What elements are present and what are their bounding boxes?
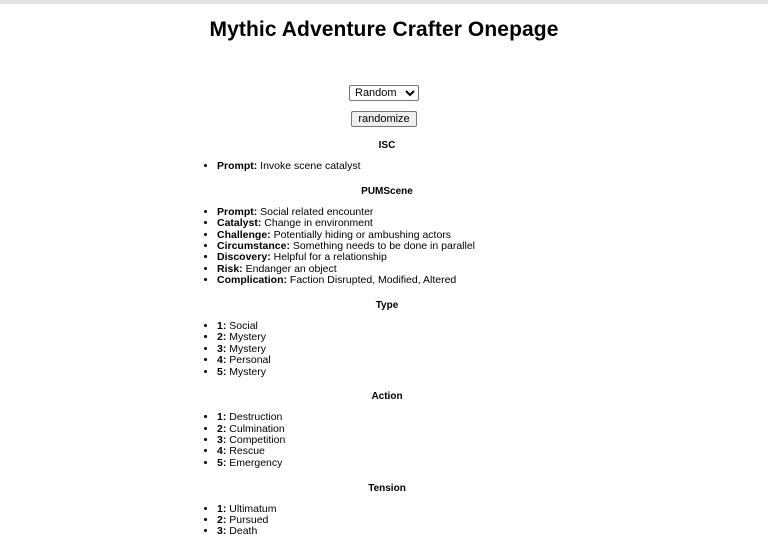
list-item xyxy=(217,446,574,457)
entry-key: Complication: xyxy=(217,274,287,287)
entry-value: Social xyxy=(229,319,258,332)
entry-value: Pursued xyxy=(229,514,269,527)
list-item xyxy=(217,230,574,241)
entry-value: Competition xyxy=(229,434,286,447)
list-item xyxy=(217,367,574,378)
entry-value: Mystery xyxy=(229,331,267,344)
entry-value: Mystery xyxy=(229,342,267,355)
entry-value: Death xyxy=(229,525,258,537)
entry-key: 2: xyxy=(217,514,227,527)
mode-select[interactable] xyxy=(349,85,419,101)
entry-key: Challenge: xyxy=(217,228,271,241)
section-heading-action: Action xyxy=(371,391,403,403)
entry-value: Rescue xyxy=(229,445,265,458)
entry-list-type xyxy=(200,321,574,377)
page-body xyxy=(0,4,768,537)
randomize-button-container xyxy=(0,109,768,127)
list-item xyxy=(217,515,574,526)
entry-key: 2: xyxy=(217,331,227,344)
entry-key: Risk: xyxy=(217,262,243,275)
entry-value: Change in environment xyxy=(264,217,373,230)
list-item xyxy=(217,344,574,355)
list-item xyxy=(217,264,574,275)
entry-value: Personal xyxy=(229,354,271,367)
entry-value: Destruction xyxy=(229,411,283,424)
list-item xyxy=(217,458,574,469)
generated-content xyxy=(194,140,574,537)
entry-key: 3: xyxy=(217,525,227,537)
list-item xyxy=(217,412,574,423)
entry-list-isc xyxy=(200,161,574,172)
entry-value: Culmination xyxy=(229,422,285,435)
entry-key: 1: xyxy=(217,411,227,424)
entry-value: Invoke scene catalyst xyxy=(260,160,361,172)
list-item xyxy=(217,218,574,229)
entry-list-tension xyxy=(200,504,574,537)
entry-list-action xyxy=(200,412,574,468)
list-item xyxy=(217,526,574,537)
list-item xyxy=(217,241,574,252)
list-item xyxy=(217,252,574,263)
entry-key: 5: xyxy=(217,365,227,378)
entry-key: Prompt: xyxy=(217,205,258,218)
entry-value: Faction Disrupted, Modified, Altered xyxy=(289,274,457,287)
entry-key: 3: xyxy=(217,434,227,447)
entry-key: 1: xyxy=(217,502,227,515)
entry-value: Potentially hiding or ambushing actors xyxy=(273,228,452,241)
section-heading-isc: ISC xyxy=(378,140,396,151)
list-item xyxy=(217,207,574,218)
section-heading-pumscene: PUMScene xyxy=(361,185,413,197)
list-item xyxy=(217,332,574,343)
entry-value: Emergency xyxy=(229,456,283,469)
entry-value: Helpful for a relationship xyxy=(273,251,387,264)
list-item xyxy=(217,435,574,446)
entry-value: Endanger an object xyxy=(245,262,337,275)
list-item xyxy=(217,504,574,515)
entry-value: Mystery xyxy=(229,365,267,378)
list-item xyxy=(217,275,574,286)
entry-key: Discovery: xyxy=(217,251,271,264)
page-title: Mythic Adventure Crafter Onepage xyxy=(209,18,559,41)
entry-key: 2: xyxy=(217,422,227,435)
entry-key: 1: xyxy=(217,319,227,332)
entry-value: Something needs to be done in parallel xyxy=(292,239,476,252)
randomize-button[interactable]: randomize xyxy=(351,111,416,127)
mode-select-container xyxy=(0,83,768,101)
entry-key: 5: xyxy=(217,456,227,469)
entry-key: 4: xyxy=(217,354,227,367)
entry-value: Ultimatum xyxy=(229,502,277,515)
entry-list-pumscene xyxy=(200,207,574,286)
section-heading-tension: Tension xyxy=(368,482,406,494)
entry-key: Circumstance: xyxy=(217,239,290,252)
list-item xyxy=(217,321,574,332)
list-item xyxy=(217,424,574,435)
entry-value: Social related encounter xyxy=(260,205,374,218)
list-item xyxy=(217,355,574,366)
entry-key: Prompt: xyxy=(217,160,258,172)
entry-key: Catalyst: xyxy=(217,217,262,230)
section-heading-type: Type xyxy=(375,299,399,311)
entry-key: 4: xyxy=(217,445,227,458)
entry-key: 3: xyxy=(217,342,227,355)
list-item xyxy=(217,161,574,172)
